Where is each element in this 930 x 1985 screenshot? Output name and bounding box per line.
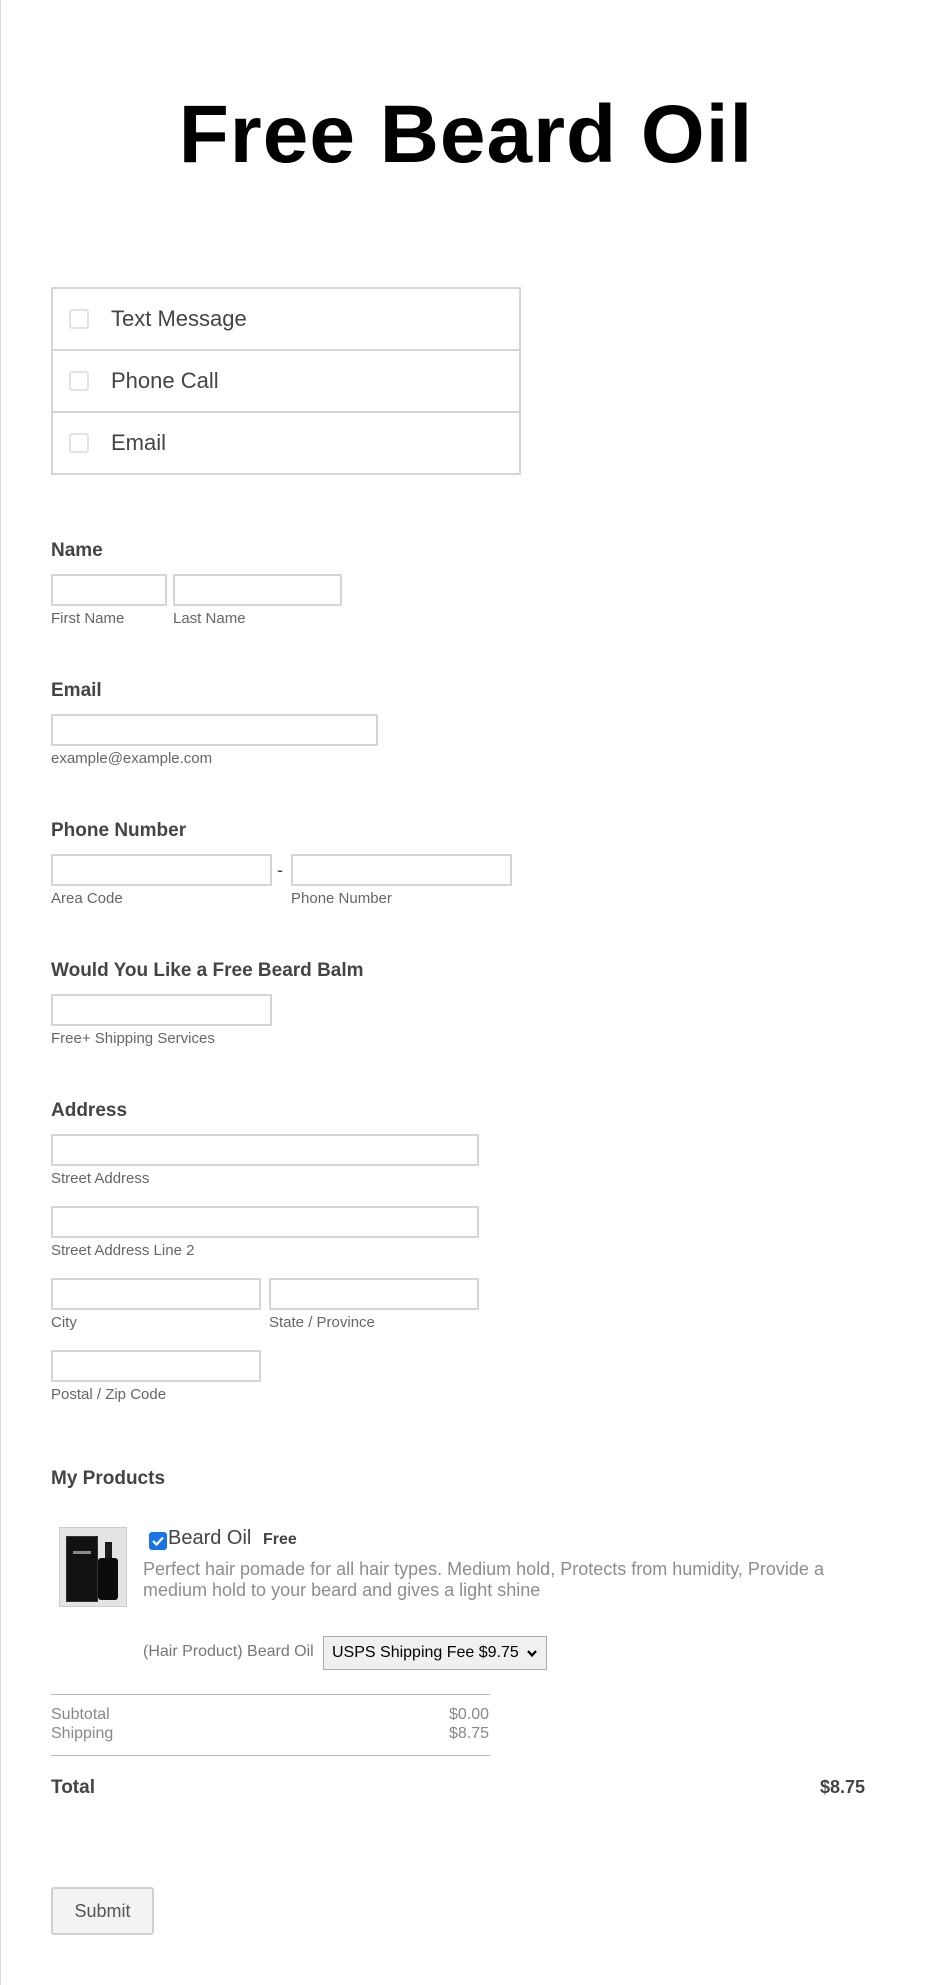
state-input[interactable] [269,1278,479,1310]
shipping-option-select[interactable] [323,1636,547,1670]
subtotal-value: $0.00 [448,1706,489,1723]
first-name-sublabel: First Name [51,610,125,627]
street-address-input[interactable] [51,1134,479,1166]
total-value: $8.75 [819,1777,865,1797]
chevron-down-icon [526,1647,538,1659]
street-address-2-sublabel: Street Address Line 2 [51,1242,195,1259]
product-price: Free [263,1531,297,1548]
area-code-sublabel: Area Code [51,890,123,907]
address-label: Address [51,1100,128,1121]
total-label: Total [51,1777,95,1798]
email-input[interactable] [51,714,378,746]
phone-number-sublabel: Phone Number [291,890,392,907]
contact-option-label: Phone Call [111,368,219,393]
phone-label: Phone Number [51,820,187,841]
checkmark-icon [151,1534,165,1548]
shipping-value: $8.75 [448,1725,489,1742]
product-option-label: (Hair Product) Beard Oil [143,1643,314,1660]
checkbox[interactable] [69,309,89,329]
beard-balm-sublabel: Free+ Shipping Services [51,1030,215,1047]
subtotal-label: Subtotal [51,1706,110,1723]
zip-sublabel: Postal / Zip Code [51,1386,167,1403]
page-title: Free Beard Oil [178,89,754,180]
contact-method-list [51,287,521,475]
area-code-input[interactable] [51,854,272,886]
checkbox[interactable] [69,371,89,391]
shipping-label: Shipping [51,1725,114,1742]
beard-balm-label: Would You Like a Free Beard Balm [51,960,364,981]
contact-option-phone-call[interactable] [53,351,519,413]
phone-number-input[interactable] [291,854,512,886]
contact-option-email[interactable] [53,413,519,473]
product-image [59,1527,127,1607]
product-description: Perfect hair pomade for all hair types. Medium hold, Protects from humidity, Provide a medium hold to your beard and gives a light shine [143,1559,824,1600]
zip-input[interactable] [51,1350,261,1382]
first-name-input[interactable] [51,574,167,606]
checkbox[interactable] [69,433,89,453]
products-label: My Products [51,1468,166,1489]
contact-option-text-message[interactable] [53,289,519,351]
divider [51,1694,490,1695]
street-address-sublabel: Street Address [51,1170,150,1187]
city-sublabel: City [51,1314,77,1331]
email-label: Email [51,680,102,701]
last-name-input[interactable] [173,574,342,606]
phone-separator: - [277,860,283,880]
submit-button[interactable]: Submit [51,1887,154,1935]
select-value: USPS Shipping Fee $9.75 [332,1644,519,1661]
last-name-sublabel: Last Name [173,610,246,627]
street-address-2-input[interactable] [51,1206,479,1238]
contact-option-label: Email [111,430,167,455]
divider [51,1755,490,1756]
product-name: Beard Oil [168,1527,252,1549]
email-sublabel: example@example.com [51,750,213,767]
beard-balm-input[interactable] [51,994,272,1026]
city-input[interactable] [51,1278,261,1310]
product-checkbox[interactable] [149,1532,167,1550]
state-sublabel: State / Province [269,1314,375,1331]
name-label: Name [51,540,103,561]
contact-option-label: Text Message [111,306,247,331]
